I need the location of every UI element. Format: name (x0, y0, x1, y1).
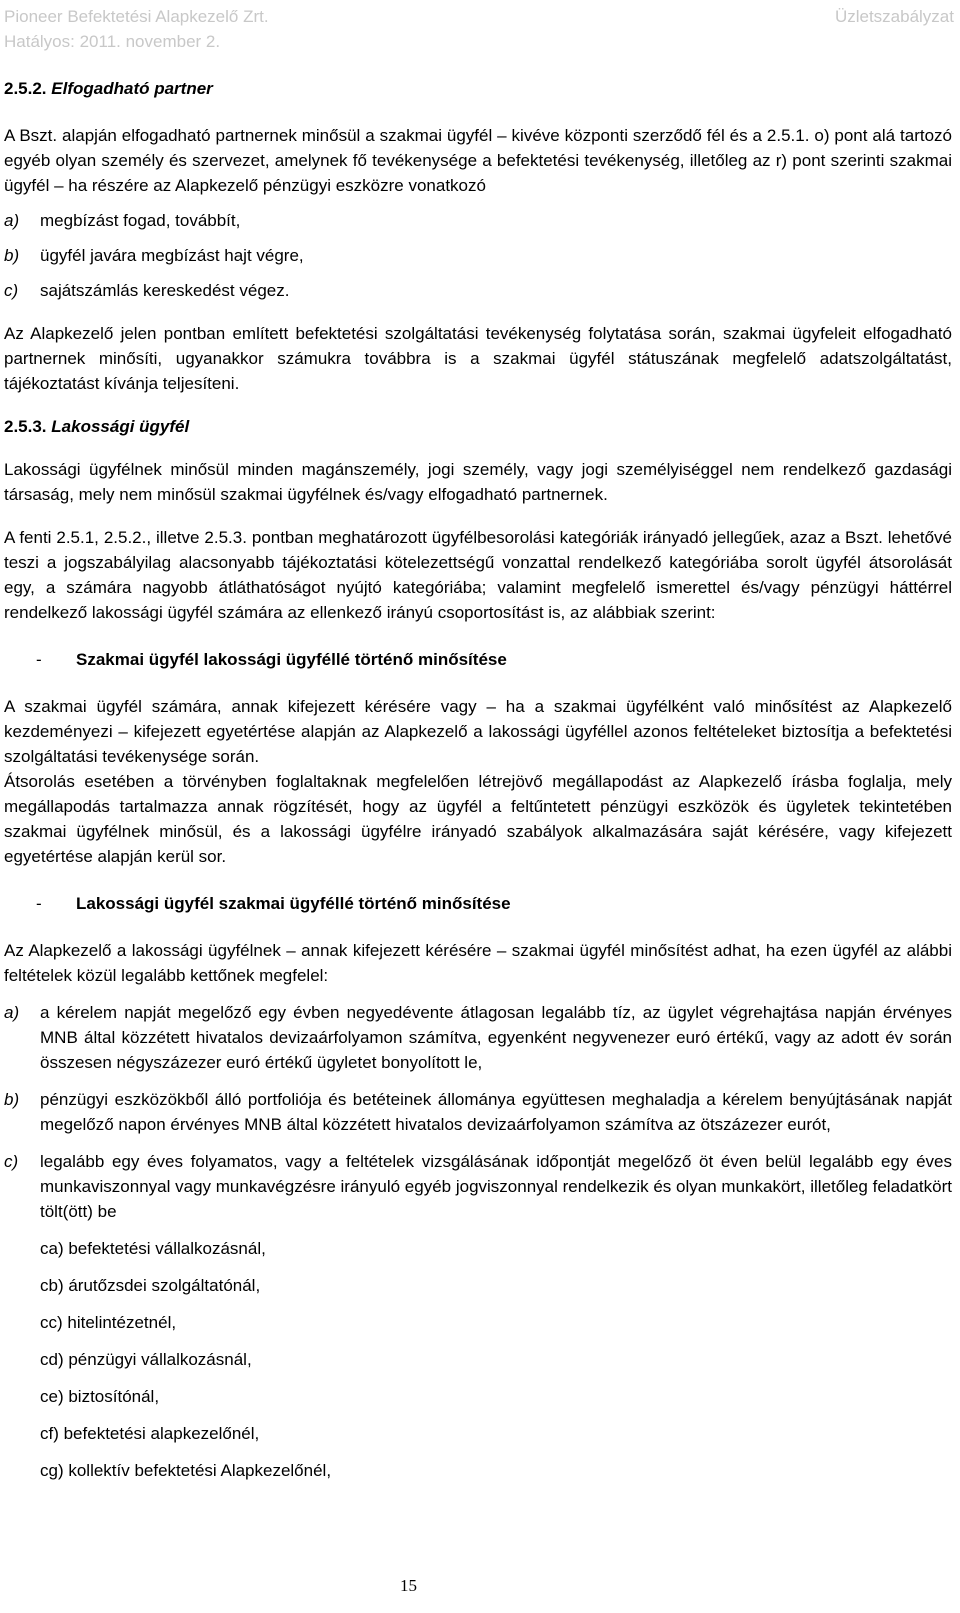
sub-list-item: ce) biztosítónál, (40, 1387, 160, 1406)
list-item (4, 278, 952, 303)
paragraph: A szakmai ügyfél számára, annak kifejezett kérésére vagy – ha a szakmai ügyfélként való minősítést az Alapkezelő kezdeményezi – kifejezett egyetértése alapján az Alapkezelő a lakossági ügyféllel azonos feltételeket biztosítja a befektetési szolgáltatási tevékenysége során. (4, 697, 952, 766)
page-number: 15 (400, 1576, 417, 1595)
list-item-text: ügyfél javára megbízást hajt végre, (40, 246, 304, 265)
section-number: 2.5.3. (4, 417, 47, 436)
paragraph: A Bszt. alapján elfogadható partnernek minősül a szakmai ügyfél – kivéve központi szerződő fél és a 2.5.1. o) pont alá tartozó egyéb olyan személy és szervezet, amelynek fő tevékenysége a befektetési tevékenység, illetőleg az r) pont szerinti szakmai ügyfél – ha részére az Alapkezelő pénzügyi eszközre vonatkozó (4, 126, 952, 195)
subheading-text: Szakmai ügyfél lakossági ügyféllé történő minősítése (76, 650, 507, 669)
list-marker: a) (4, 1003, 20, 1022)
paragraph: Átsorolás esetében a törvényben foglaltaknak megfelelően létrejövő megállapodást az Alapkezelő írásba foglalja, mely megállapodás tartalmazza annak rögzítését, hogy az ügyfél a feltűntetett pénzügyi eszközök és ügyletek tekintetében szakmai ügyfélnek minősül, és a lakossági ügyfélre irányadó szabályok alkalmazására saját kérésére, vagy kifejezett egyetértése alapján kerül sor. (4, 772, 952, 866)
list-marker: b) (4, 1090, 20, 1109)
section-heading-253 (4, 414, 952, 439)
header-doc-title: Üzletszabályzat (834, 7, 954, 26)
subheading (4, 647, 952, 672)
sub-list-item: cd) pénzügyi vállalkozásnál, (40, 1350, 252, 1369)
sub-list-item: ca) befektetési vállalkozásnál, (40, 1239, 266, 1258)
list-item-text: legalább egy éves folyamatos, vagy a feltételek vizsgálásának időpontját megelőző öt éven belül legalább egy éves munkaviszonnyal vagy munkavégzésre irányuló egyéb jogviszonnyal rendelkezik és olyan munkakört, illetőleg feladatkört tölt(ött) be (40, 1152, 952, 1221)
sub-list-item: cc) hitelintézetnél, (40, 1313, 177, 1332)
list-item (4, 1087, 952, 1137)
workplace-list (4, 1236, 952, 1483)
activity-list (4, 208, 952, 303)
list-marker: b) (4, 246, 20, 265)
paragraph: A fenti 2.5.1, 2.5.2., illetve 2.5.3. pontban meghatározott ügyfélbesorolási kategóriák irányadó jellegűek, azaz a Bszt. lehetővé teszi a jogszabályilag alacsonyabb tájékoztatási kötelezettségű vonzattal rendelkező kategóriába sorolt ügyfél átsorolását egy, a számára nagyobb átláthatóságot nyújtó kategóriába; valamint megfelelő ismerettel és/vagy pénzügyi háttérrel rendelkező lakossági ügyfél számára az ellenkező irányú csoportosítást is, az alábbiak szerint: (4, 528, 952, 622)
list-marker: c) (4, 281, 19, 300)
list-item (4, 208, 952, 233)
list-marker: a) (4, 211, 20, 230)
list-marker: c) (4, 1152, 19, 1171)
header-company: Pioneer Befektetési Alapkezelő Zrt. (4, 7, 269, 26)
header-effective-date: Hatályos: 2011. november 2. (4, 32, 221, 51)
document-body (4, 76, 952, 1483)
list-item-text: pénzügyi eszközökből álló portfoliója és betéteinek állománya együttesen meghaladja a kérelem benyújtásának napját megelőző napon érvényes MNB által közzétett hivatalos devizaárfolyamon számítva az ötszázezer eurót, (40, 1090, 952, 1134)
conditions-list (4, 1000, 952, 1224)
section-heading-252 (4, 76, 952, 101)
list-item (4, 243, 952, 268)
sub-list-item: cb) árutőzsdei szolgáltatónál, (40, 1276, 261, 1295)
paragraph: Az Alapkezelő a lakossági ügyfélnek – annak kifejezett kérésére – szakmai ügyfél minősítést adhat, ha ezen ügyfél az alábbi feltételek közül legalább kettőnek megfelel: (4, 941, 952, 985)
paragraph: Lakossági ügyfélnek minősül minden magánszemély, jogi személy, vagy jogi személyiséggel nem rendelkező gazdasági társaság, mely nem minősül szakmai ügyfélnek és/vagy elfogadható partnernek. (4, 460, 952, 504)
dash-marker: - (36, 650, 42, 669)
paragraph: Az Alapkezelő jelen pontban említett befektetési szolgáltatási tevékenység folytatása során, szakmai ügyfeleit elfogadható partnernek minősíti, ugyanakkor számukra továbbra is a szakmai ügyfél státuszának megfelelő adatszolgáltatást, tájékoztatást kívánja teljesíteni. (4, 324, 952, 393)
subheading (4, 891, 952, 916)
sub-list-item: cf) befektetési alapkezelőnél, (40, 1424, 260, 1443)
list-item (4, 1000, 952, 1075)
dash-marker: - (36, 894, 42, 913)
subheading-text: Lakossági ügyfél szakmai ügyféllé történő minősítése (76, 894, 511, 913)
sub-list-item: cg) kollektív befektetési Alapkezelőnél, (40, 1461, 332, 1480)
section-title: Lakossági ügyfél (51, 417, 190, 436)
list-item-text: megbízást fogad, továbbít, (40, 211, 241, 230)
list-item-text: a kérelem napját megelőző egy évben negyedévente átlagosan legalább tíz, az ügylet végrehajtása napján érvényes MNB által közzétett hivatalos devizaárfolyamon számítva, egyenként negyvenezer euró értékű, vagy az adott év során összesen négyszázezer euró értékű ügyletet bonyolított le, (40, 1003, 952, 1072)
section-number: 2.5.2. (4, 79, 47, 98)
section-title: Elfogadható partner (51, 79, 213, 98)
list-item-text: sajátszámlás kereskedést végez. (40, 281, 290, 300)
list-item (4, 1149, 952, 1224)
